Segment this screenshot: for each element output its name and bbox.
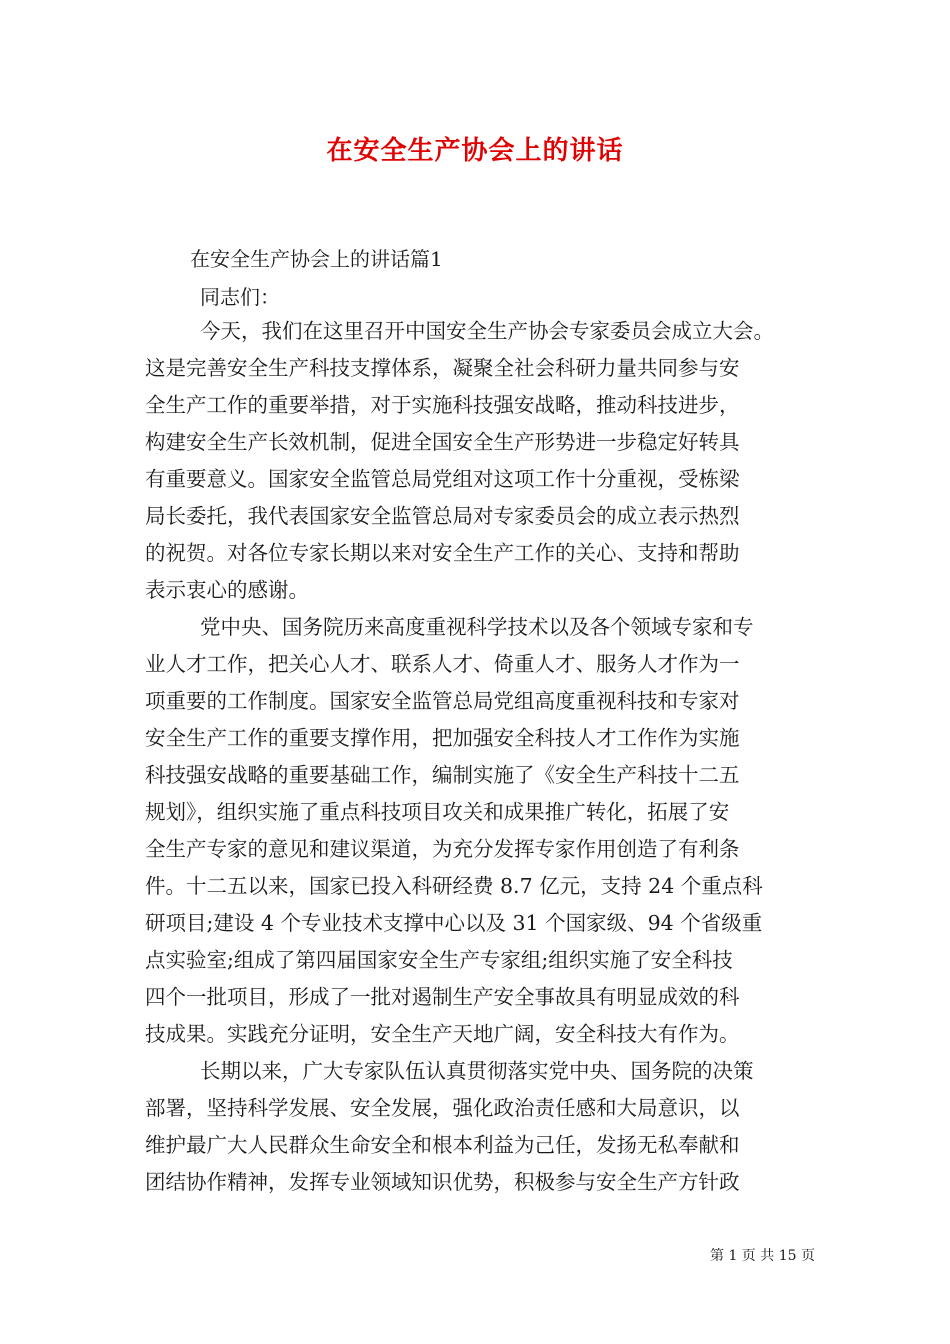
body-line: 团结协作精神，发挥专业领域知识优势，积极参与安全生产方针政 — [145, 1170, 740, 1194]
body-line: 四个一批项目，形成了一批对遏制生产安全事故具有明显成效的科 — [145, 985, 740, 1009]
body-line: 今天，我们在这里召开中国安全生产协会专家委员会成立大会。 — [200, 319, 774, 343]
body-line: 表示衷心的感谢。 — [145, 578, 309, 602]
greeting: 同志们： — [200, 285, 280, 309]
body-line: 科技强安战略的重要基础工作，编制实施了《安全生产科技十二五 — [145, 763, 740, 787]
body-line: 研项目;建设 4 个专业技术支撑中心以及 31 个国家级、94 个省级重 — [145, 911, 763, 935]
body-line: 构建安全生产长效机制，促进全国安全生产形势进一步稳定好转具 — [145, 430, 740, 454]
body-line: 的祝贺。对各位专家长期以来对安全生产工作的关心、支持和帮助 — [145, 541, 740, 565]
body-line: 项重要的工作制度。国家安全监管总局党组高度重视科技和专家对 — [145, 689, 740, 713]
body-line: 技成果。实践充分证明，安全生产天地广阔，安全科技大有作为。 — [145, 1022, 740, 1046]
body-line: 业人才工作，把关心人才、联系人才、倚重人才、服务人才作为一 — [145, 652, 740, 676]
body-line: 局长委托，我代表国家安全监管总局对专家委员会的成立表示热烈 — [145, 504, 740, 528]
body-line: 维护最广大人民群众生命安全和根本利益为己任，发扬无私奉献和 — [145, 1133, 740, 1157]
body-line: 规划》，组织实施了重点科技项目攻关和成果推广转化，拓展了安 — [145, 800, 730, 824]
body-line: 件。十二五以来，国家已投入科研经费 8.7 亿元，支持 24 个重点科 — [145, 874, 763, 898]
body-line: 这是完善安全生产科技支撑体系，凝聚全社会科研力量共同参与安 — [145, 356, 740, 380]
body-line: 党中央、国务院历来高度重视科学技术以及各个领域专家和专 — [200, 615, 754, 639]
body-line: 全生产工作的重要举措，对于实施科技强安战略，推动科技进步， — [145, 393, 740, 417]
page-number: 第 1 页 共 15 页 — [710, 1248, 815, 1264]
document-title: 在安全生产协会上的讲话 — [326, 136, 624, 166]
body-line: 点实验室;组成了第四届国家安全生产专家组;组织实施了安全科技 — [145, 948, 733, 972]
body-line: 有重要意义。国家安全监管总局党组对这项工作十分重视，受栋梁 — [145, 467, 740, 491]
body-line: 全生产专家的意见和建议渠道，为充分发挥专家作用创造了有利条 — [145, 837, 740, 861]
document-subtitle: 在安全生产协会上的讲话篇1 — [190, 247, 443, 271]
body-line: 长期以来，广大专家队伍认真贯彻落实党中央、国务院的决策 — [200, 1059, 754, 1083]
body-line: 安全生产工作的重要支撑作用，把加强安全科技人才工作作为实施 — [145, 726, 740, 750]
body-line: 部署，坚持科学发展、安全发展，强化政治责任感和大局意识，以 — [145, 1096, 740, 1120]
